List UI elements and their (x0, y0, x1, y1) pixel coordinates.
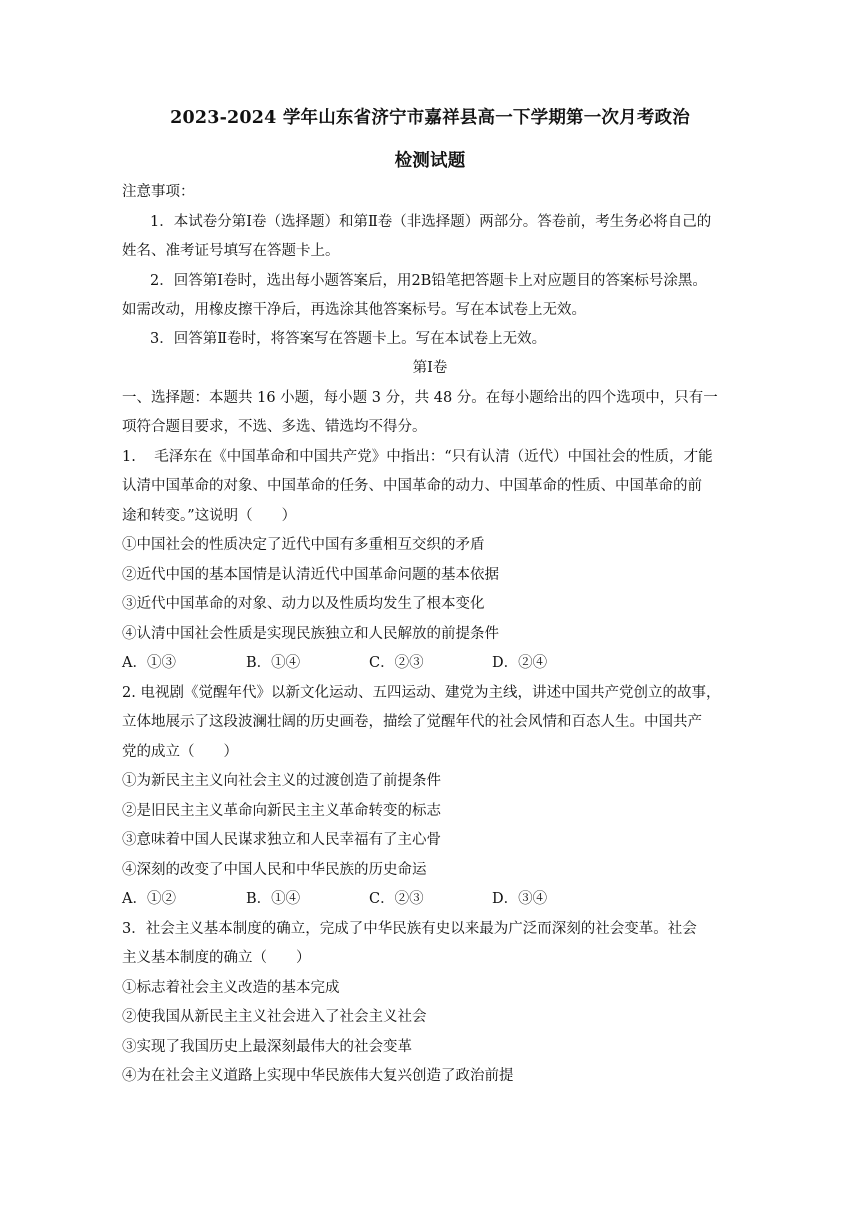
q1-statement-1: ①中国社会的性质决定了近代中国有多重相互交织的矛盾 (122, 537, 485, 553)
q2-option-b: B．①④ (246, 891, 301, 907)
q2-statement-3: ③意味着中国人民谋求独立和人民幸福有了主心骨 (122, 832, 441, 848)
section-instructions-line1: 一、选择题：本题共 16 小题，每小题 3 分，共 48 分。在每小题给出的四个选项中，只有一 (122, 390, 718, 406)
q3-statement-1: ①标志着社会主义改造的基本完成 (122, 980, 340, 996)
q2-stem-line1: 2. 电视剧《觉醒年代》以新文化运动、五四运动、建党为主线，讲述中国共产党创立的故事， (122, 685, 721, 701)
q1-stem-line2: 认清中国革命的对象、中国革命的任务、中国革命的动力、中国革命的性质、中国革命的前 (122, 478, 702, 494)
q1-stem-line3: 途和转变。”这说明（ ） (122, 508, 297, 524)
q3-stem-line2: 主义基本制度的确立（ ） (122, 950, 311, 966)
note-2-line2: 如需改动，用橡皮擦干净后，再选涂其他答案标号。写在本试卷上无效。 (122, 302, 586, 318)
section-instructions-line2: 项符合题目要求，不选、多选、错选均不得分。 (122, 419, 427, 435)
q1-option-a: A．①③ (122, 655, 176, 671)
q2-stem-line2: 立体地展示了这段波澜壮阔的历史画卷，描绘了觉醒年代的社会风情和百态人生。中国共产 (122, 714, 702, 730)
q1-option-d: D．②④ (492, 655, 548, 671)
exam-title-line2: 检测试题 (394, 151, 466, 171)
q2-option-c: C．②③ (369, 891, 424, 907)
q2-statement-2: ②是旧民主主义革命向新民主主义革命转变的标志 (122, 803, 441, 819)
notes-heading: 注意事项： (122, 184, 195, 200)
q3-statement-3: ③实现了我国历史上最深刻最伟大的社会变革 (122, 1039, 412, 1055)
q1-stem-line1: 1. 毛泽东在《中国革命和中国共产党》中指出：“只有认清（近代）中国社会的性质，才能 (122, 449, 713, 465)
note-3-line1: 3．回答第Ⅱ卷时，将答案写在答题卡上。写在本试卷上无效。 (150, 331, 547, 347)
q1-statement-2: ②近代中国的基本国情是认清近代中国革命问题的基本依据 (122, 567, 499, 583)
q3-statement-2: ②使我国从新民主主义社会进入了社会主义社会 (122, 1009, 427, 1025)
q3-stem-line1: 3．社会主义基本制度的确立，完成了中华民族有史以来最为广泛而深刻的社会变革。社会 (122, 921, 697, 937)
q2-stem-line3: 党的成立（ ） (122, 744, 238, 760)
note-2-line1: 2．回答第Ⅰ卷时，选出每小题答案后，用2B铅笔把答题卡上对应题目的答案标号涂黑。 (150, 273, 707, 289)
note-1-line2: 姓名、准考证号填写在答题卡上。 (122, 243, 340, 259)
volume-label: 第Ⅰ卷 (412, 360, 448, 376)
q2-option-a: A．①② (122, 891, 176, 907)
q2-option-d: D．③④ (492, 891, 548, 907)
q2-statement-1: ①为新民主主义向社会主义的过渡创造了前提条件 (122, 773, 441, 789)
note-1-line1: 1．本试卷分第Ⅰ卷（选择题）和第Ⅱ卷（非选择题）两部分。答卷前，考生务必将自己的 (150, 214, 712, 230)
q3-statement-4: ④为在社会主义道路上实现中华民族伟大复兴创造了政治前提 (122, 1068, 514, 1084)
q2-statement-4: ④深刻的改变了中国人民和中华民族的历史命运 (122, 862, 427, 878)
exam-title-line1: 2023-2024 学年山东省济宁市嘉祥县高一下学期第一次月考政治 (170, 108, 690, 128)
q1-option-b: B．①④ (246, 655, 301, 671)
q1-option-c: C．②③ (369, 655, 424, 671)
q1-statement-4: ④认清中国社会性质是实现民族独立和人民解放的前提条件 (122, 626, 499, 642)
q1-statement-3: ③近代中国革命的对象、动力以及性质均发生了根本变化 (122, 596, 485, 612)
